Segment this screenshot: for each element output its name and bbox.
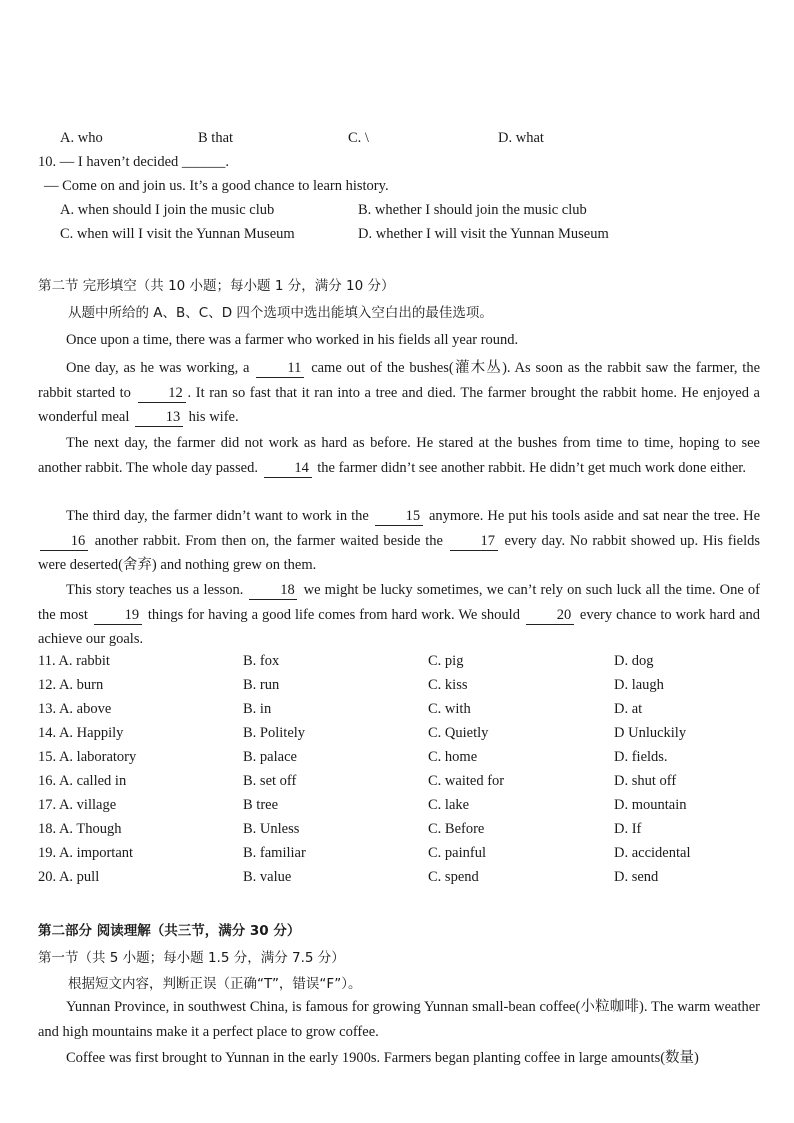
p3-text-a: The next day, the farmer did not work as hard as before. He stared at the bushes from time to time, hoping to see another rabbit. The whole day passed. [38,435,760,476]
option-a: 18. A. Though [38,821,122,837]
cloze-paragraph-4 [38,504,760,578]
option-c: C. kiss [428,677,468,693]
option-row [38,797,768,821]
q9-option-a: A. who [60,130,103,146]
option-d: D. send [614,869,659,885]
option-row [38,725,768,749]
option-d: D. shut off [614,773,677,789]
p2-text-a: One day, as he was working, a [66,360,250,376]
q9-option-d: D. what [498,130,544,146]
option-row [38,821,768,845]
option-row [38,749,768,773]
option-row [38,773,768,797]
reading-paragraph-2: Coffee was first brought to Yunnan in the early 1900s. Farmers began planting coffee in large amounts(数量) [66,1050,699,1066]
q10-option-d: D. whether I will visit the Yunnan Museum [358,226,609,242]
blank-15: 15 [375,507,423,526]
p4-text-b: anymore. He put his tools aside and sat near the tree. He [428,508,761,524]
option-a: 12. A. burn [38,677,104,693]
option-row [38,677,768,701]
option-row [38,869,768,893]
q10-reply: — Come on and join us. It’s a good chance to learn history. [44,178,389,194]
option-c: C. waited for [428,773,505,789]
option-d: D. dog [614,653,654,669]
q10-stem: 10. — I haven’t decided ______. [38,154,230,170]
p5-text-a: This story teaches us a lesson. [66,582,244,598]
option-row [38,845,768,869]
option-b: B. Unless [243,821,300,837]
blank-18: 18 [249,581,297,600]
q10-option-c: C. when will I visit the Yunnan Museum [60,226,295,242]
q10-option-b: B. whether I should join the music club [358,202,587,218]
option-d: D Unluckily [614,725,687,741]
option-d: D. at [614,701,643,717]
p5-text-c: things for having a good life comes from hard work. We should [147,606,520,623]
option-a: 16. A. called in [38,773,127,789]
cloze-paragraph-3 [38,431,760,480]
cloze-instruction: 从题中所给的 A、B、C、D 四个选项中选出能填入空白出的最佳选项。 [68,305,493,321]
option-a: 15. A. laboratory [38,749,137,765]
reading-instruction: 根据短文内容，判断正误（正确“T”，错误“F”）。 [68,976,362,992]
reading-paragraph-1: Yunnan Province, in southwest China, is famous for growing Yunnan small-bean coffee(小粒咖啡). The warm weather and high mountains make it a perfect place to grow coffee. [38,999,760,1040]
option-c: C. lake [428,797,470,813]
option-c: C. spend [428,869,479,885]
option-b: B. set off [243,773,297,789]
p5-text-d: every chance to work hard and achieve our goals. [38,606,761,647]
option-a: 17. A. village [38,797,117,813]
option-b: B. value [243,869,292,885]
option-c: C. with [428,701,471,717]
option-c: C. Quietly [428,725,489,741]
cloze-paragraph-1: Once upon a time, there was a farmer who worked in his fields all year round. [66,332,519,348]
option-d: D. fields. [614,749,668,765]
p5-text-b: we might be lucky sometimes, we can’t rely on such luck all the time. One of the most [38,582,761,623]
q9-option-c: C. \ [348,130,369,146]
cloze-paragraph-5 [38,578,760,652]
cloze-heading: 第二节 完形填空（共 10 小题；每小题 1 分，满分 10 分） [38,278,395,294]
option-c: C. Before [428,821,485,837]
option-d: D. accidental [614,845,691,861]
q9-option-b: B that [198,130,234,146]
blank-12: 12 [138,384,186,403]
p3-text-b: the farmer didn’t see another rabbit. He didn’t get much work done either. [317,459,746,476]
option-a: 11. A. rabbit [38,653,110,669]
reading-part-heading: 第二部分 阅读理解（共三节，满分 30 分） [38,923,301,939]
option-d: D. laugh [614,677,664,693]
option-a: 19. A. important [38,845,134,861]
option-b: B. in [243,701,272,717]
blank-13: 13 [135,408,183,427]
p4-text-d: every day. No rabbit showed up. His fields were deserted(舍弃) and nothing grew on them. [38,532,761,573]
option-b: B. fox [243,653,280,669]
option-a: 13. A. above [38,701,112,717]
p2-text-d: his wife. [188,409,239,425]
option-a: 20. A. pull [38,869,100,885]
option-a: 14. A. Happily [38,725,124,741]
p2-text-b: came out of the bushes(灌木丛). As soon as the rabbit saw the farmer, the rabbit started to [38,360,761,401]
reading-section-heading: 第一节（共 5 小题；每小题 1.5 分，满分 7.5 分） [38,950,345,966]
q10-option-a: A. when should I join the music club [60,202,275,218]
option-d: D. If [614,821,642,837]
blank-16: 16 [40,532,88,551]
option-b: B. run [243,677,280,693]
p2-text-c: . It ran so fast that it ran into a tree and died. The farmer brought the rabbit home. He enjoyed a wonderful meal [38,384,760,425]
option-c: C. pig [428,653,464,669]
option-d: D. mountain [614,797,687,813]
blank-20: 20 [526,606,574,625]
option-b: B. palace [243,749,297,765]
option-row [38,653,768,677]
option-b: B. familiar [243,845,306,861]
blank-19: 19 [94,606,142,625]
p4-text-c: another rabbit. From then on, the farmer waited beside the [94,532,443,549]
blank-14: 14 [264,459,312,478]
option-c: C. painful [428,845,486,861]
option-b: B tree [243,797,279,813]
blank-11: 11 [256,359,304,378]
option-b: B. Politely [243,725,306,741]
option-c: C. home [428,749,478,765]
blank-17: 17 [450,532,498,551]
option-row [38,701,768,725]
cloze-paragraph-2 [38,356,760,430]
p4-text-a: The third day, the farmer didn’t want to work in the [66,508,369,524]
